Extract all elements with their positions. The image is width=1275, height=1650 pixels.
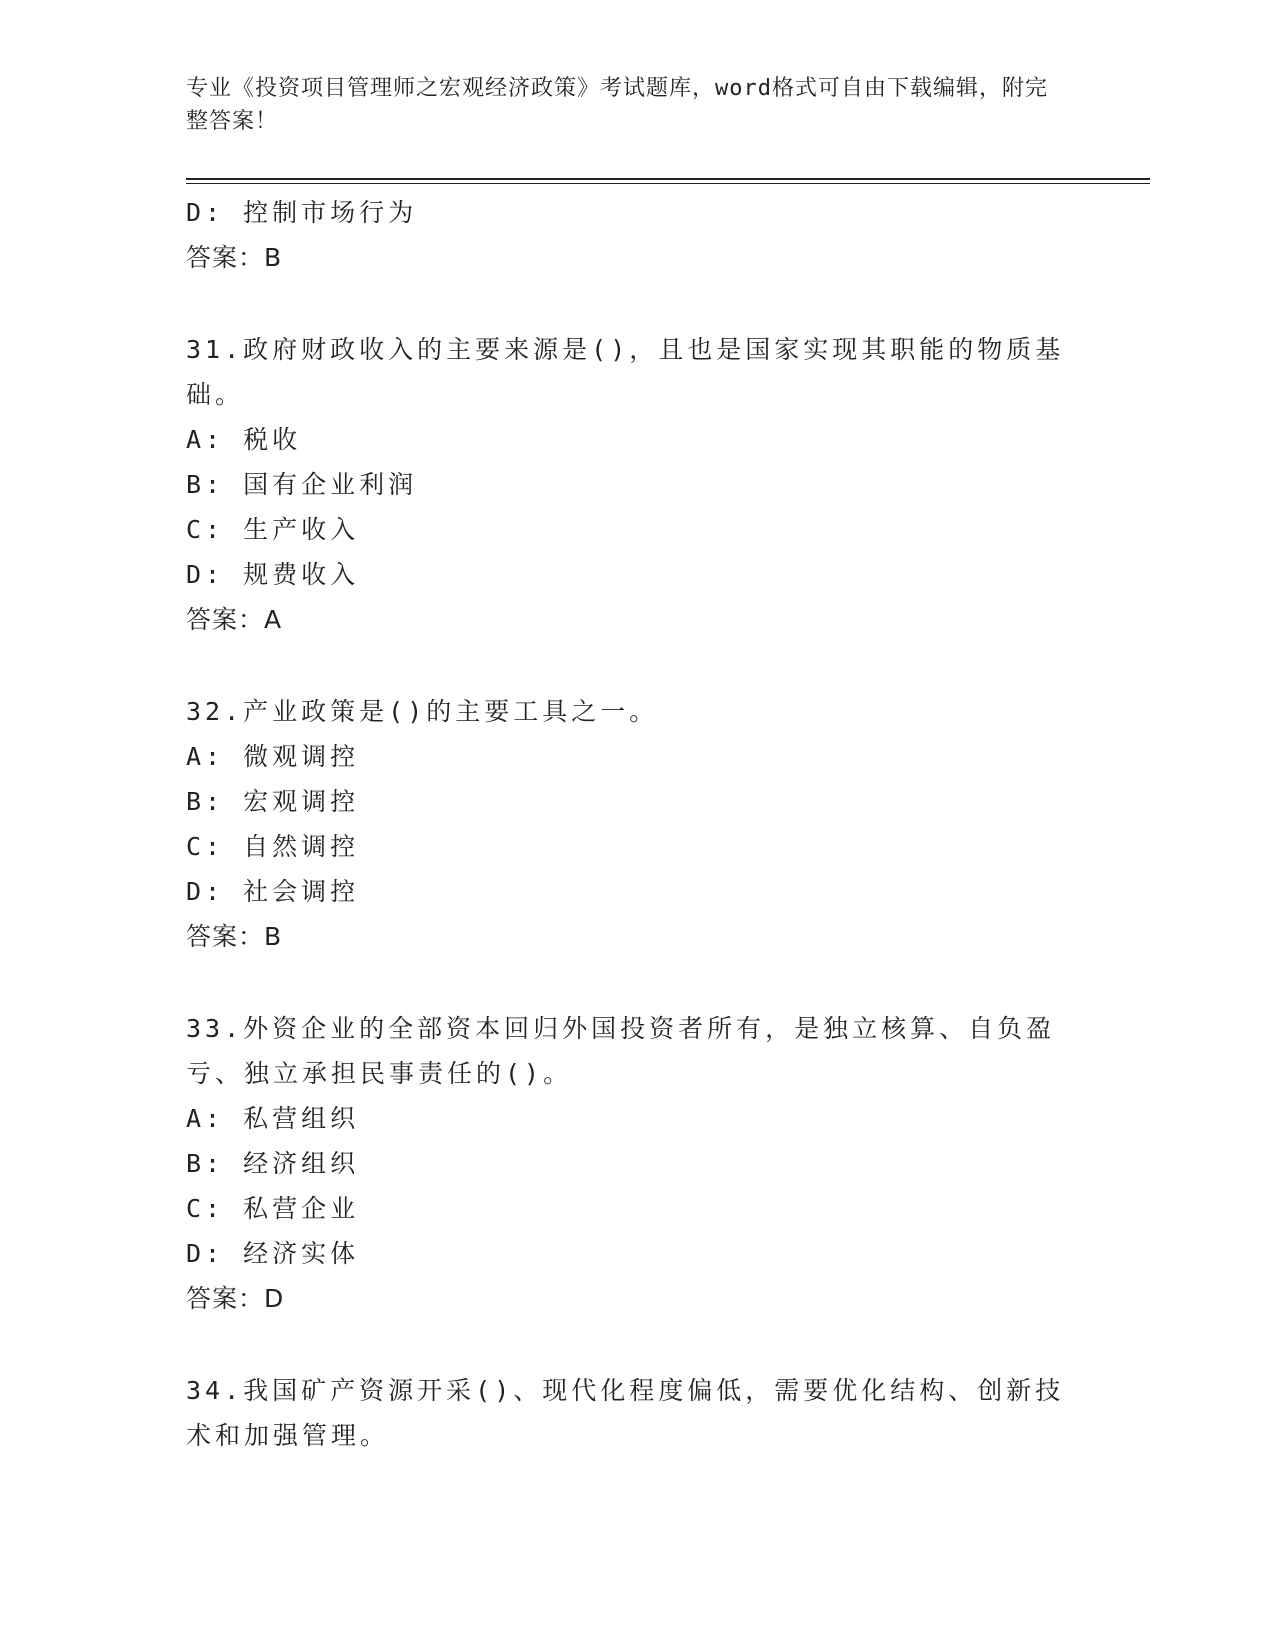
answer-line: 答案：A — [186, 605, 283, 634]
document-header: 专业《投资项目管理师之宏观经济政策》考试题库，word格式可自由下载编辑，附完整答案！ — [186, 76, 1048, 134]
question-33 — [186, 1006, 1086, 1321]
answer-line: 答案：D — [186, 1284, 285, 1313]
answer-line: 答案：B — [186, 922, 283, 951]
question-stem: 34.我国矿产资源开采()、现代化程度偏低，需要优化结构、创新技术和加强管理。 — [186, 1376, 1065, 1450]
question-31 — [186, 327, 1086, 642]
option-b: B: 宏观调控 — [186, 787, 360, 816]
previous-question-tail — [186, 190, 1086, 280]
question-stem: 31.政府财政收入的主要来源是()，且也是国家实现其职能的物质基础。 — [186, 335, 1065, 409]
option-a: A: 税收 — [186, 425, 302, 454]
option-c: C: 自然调控 — [186, 832, 360, 861]
option-d: D: 社会调控 — [186, 877, 360, 906]
option-d: D: 经济实体 — [186, 1239, 360, 1268]
option-b: B: 经济组织 — [186, 1149, 360, 1178]
option-b: B: 国有企业利润 — [186, 470, 418, 499]
option-a: A: 微观调控 — [186, 742, 360, 771]
question-list — [186, 190, 1086, 1458]
question-34 — [186, 1368, 1086, 1458]
header-divider-thick — [186, 178, 1150, 180]
option-d: D: 规费收入 — [186, 560, 360, 589]
option-a: A: 私营组织 — [186, 1104, 360, 1133]
option-d: D: 控制市场行为 — [186, 198, 418, 227]
answer-line: 答案：B — [186, 243, 283, 272]
question-stem: 33.外资企业的全部资本回归外国投资者所有，是独立核算、自负盈亏、独立承担民事责任的()。 — [186, 1014, 1056, 1088]
question-stem: 32.产业政策是()的主要工具之一。 — [186, 697, 659, 726]
header-divider-thin — [186, 183, 1150, 184]
option-c: C: 生产收入 — [186, 515, 360, 544]
question-32 — [186, 689, 1086, 959]
option-c: C: 私营企业 — [186, 1194, 360, 1223]
